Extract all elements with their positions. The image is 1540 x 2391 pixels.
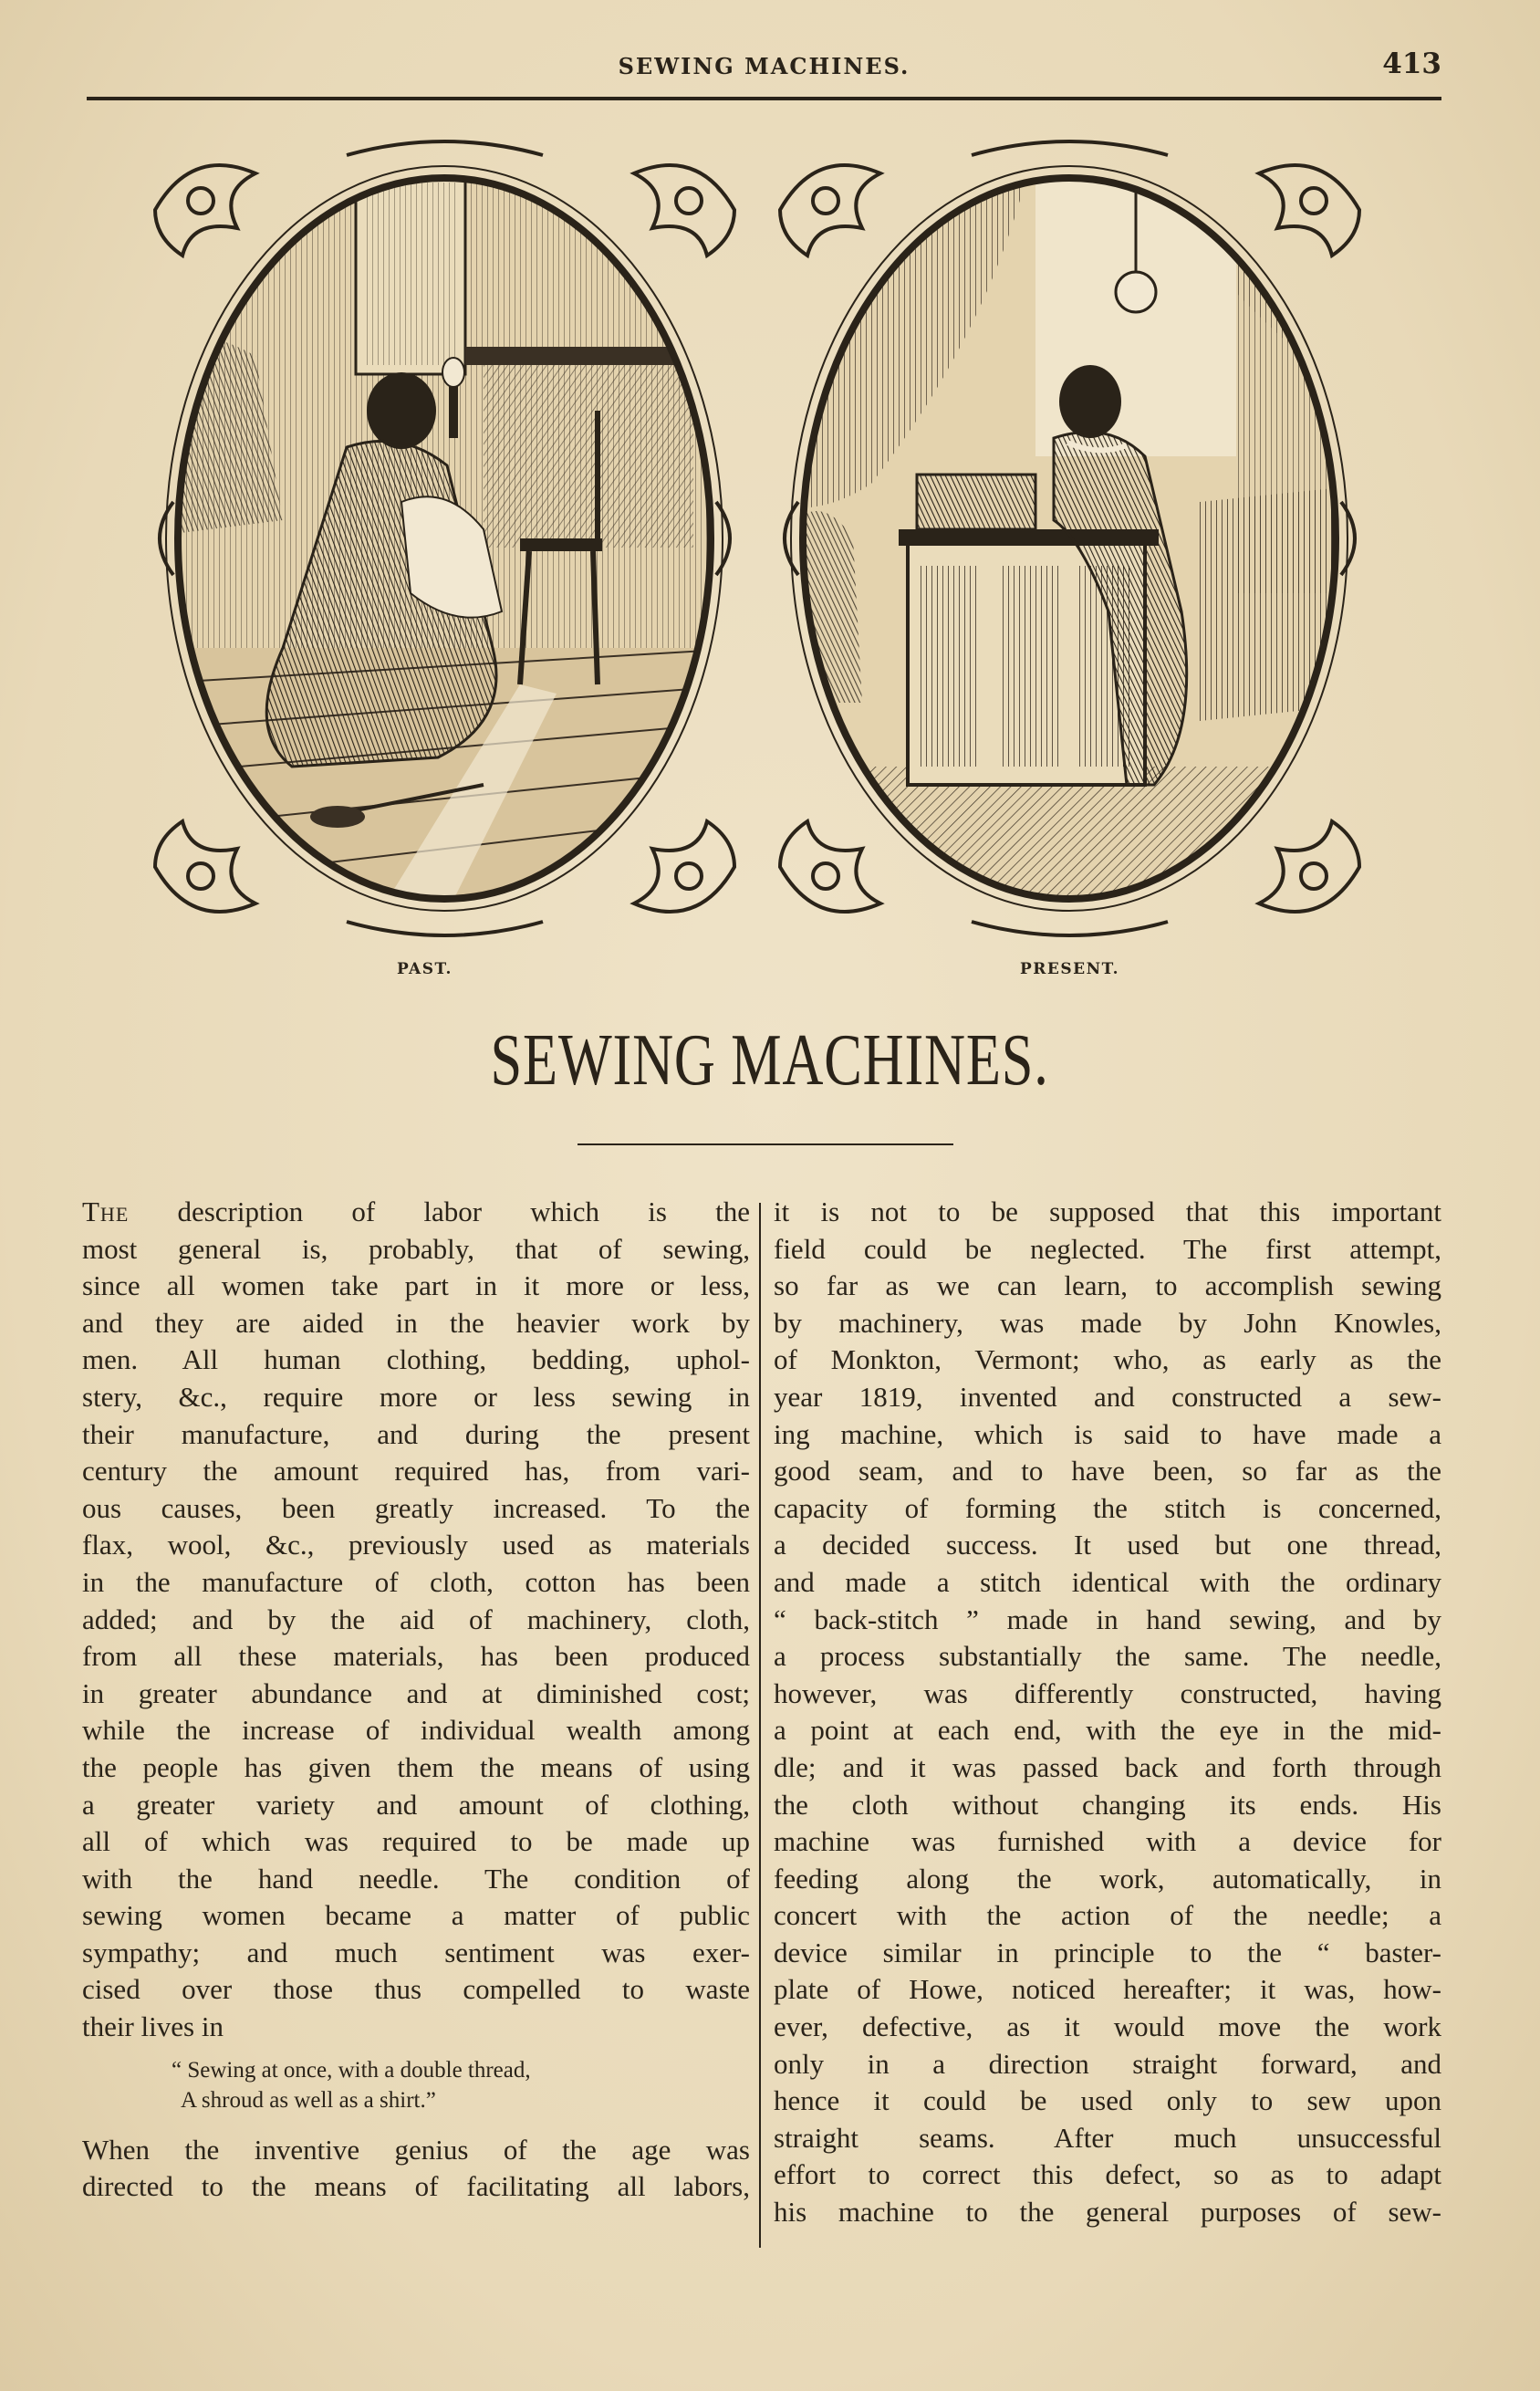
text-line: capacity of forming the stitch is concerned, [774,1491,1441,1524]
text-line [82,1194,750,1231]
text-line: dle; and it was passed back and forth through [774,1750,1441,1783]
text-line: ing machine, which is said to have made a [774,1417,1441,1450]
text-line: most general is, probably, that of sewing, [82,1232,750,1265]
text-line: sympathy; and much sentiment was exer- [82,1936,750,1968]
running-head [87,47,1441,84]
text-line: however, was differently constructed, having [774,1676,1441,1709]
text-line: the cloth without changing its ends. His [774,1788,1441,1821]
article-title: SEWING MACHINES. [490,1020,1049,1101]
present-caption: PRESENT. [1020,960,1120,978]
text-line: his machine to the general purposes of sew- [774,2196,1441,2229]
text-line: hence it could be used only to sew upon [774,2084,1441,2117]
text-line: their manufacture, and during the present [82,1417,750,1450]
text-line: year 1819, invented and constructed a sew- [774,1380,1441,1413]
column-divider [759,1203,761,2248]
text-line: only in a direction straight forward, and [774,2047,1441,2080]
verse-quote [172,2055,750,2115]
text-line: straight seams. After much unsuccessful [774,2121,1441,2154]
text-line: ever, defective, as it would move the work [774,2010,1441,2043]
text-line: effort to correct this defect, so as to adapt [774,2158,1441,2191]
quote-line: A shroud as well as a shirt.” [181,2087,436,2113]
past-caption: PAST. [397,960,453,978]
header-rule [87,97,1441,100]
page-number: 413 [1382,47,1441,80]
running-head-title: SEWING MACHINES. [618,53,910,79]
text-line: flax, wool, &c., previously used as materials [82,1529,750,1561]
text-line: since all women take part in it more or less, [82,1269,750,1302]
text-line: directed to the means of facilitating all labors, [82,2170,750,2203]
text-line: concert with the action of the needle; a [774,1899,1441,1932]
text-line: a greater variety and amount of clothing, [82,1788,750,1821]
text-line: added; and by the aid of machinery, cloth, [82,1603,750,1635]
text-line: a process substantially the same. The needle, [774,1640,1441,1673]
text-line: by machinery, was made by John Knowles, [774,1306,1441,1339]
text-line: while the increase of individual wealth among [82,1714,750,1747]
text-line: century the amount required has, from vari- [82,1455,750,1488]
text-line: plate of Howe, noticed hereafter; it was, how- [774,1973,1441,2006]
text-line: all of which was required to be made up [82,1825,750,1858]
text-line: stery, &c., require more or less sewing in [82,1380,750,1413]
left-column [82,1194,750,2206]
present-engraving [762,137,1378,940]
text-line: and made a stitch identical with the ordinary [774,1565,1441,1598]
text-line: so far as we can learn, to accomplish sewing [774,1269,1441,1302]
text-line: good seam, and to have been, so far as the [774,1455,1441,1488]
text-line: a decided success. It used but one thread, [774,1529,1441,1561]
text-line: men. All human clothing, bedding, uphol- [82,1343,750,1376]
quote-line: “ Sewing at once, with a double thread, [172,2057,531,2083]
text-line: a point at each end, with the eye in the mid- [774,1714,1441,1747]
right-column [774,1194,1441,2231]
text-line-rest: description of labor which is the [129,1196,750,1227]
text-line: of Monkton, Vermont; who, as early as the [774,1343,1441,1376]
after-quote-paragraph [82,2132,750,2206]
text-line: from all these materials, has been produced [82,1640,750,1673]
past-engraving [137,137,753,940]
text-line: in greater abundance and at diminished cost; [82,1676,750,1709]
text-line: machine was furnished with a device for [774,1825,1441,1858]
text-line: cised over those thus compelled to waste [82,1973,750,2006]
text-line: field could be neglected. The first attempt, [774,1232,1441,1265]
title-rule [578,1143,953,1145]
drop-word: The [82,1196,130,1227]
text-line: device similar in principle to the “ baster- [774,1936,1441,1968]
text-line: When the inventive genius of the age was [82,2133,750,2166]
text-line: their lives in [82,2010,224,2043]
text-line: it is not to be supposed that this important [774,1196,1441,1227]
text-line: ous causes, been greatly increased. To the [82,1491,750,1524]
text-line: in the manufacture of cloth, cotton has been [82,1565,750,1598]
text-line: sewing women became a matter of public [82,1899,750,1932]
text-line: “ back-stitch ” made in hand sewing, and by [774,1603,1441,1635]
text-line: with the hand needle. The condition of [82,1862,750,1895]
text-line: and they are aided in the heavier work by [82,1306,750,1339]
text-line: feeding along the work, automatically, in [774,1862,1441,1895]
text-line: the people has given them the means of using [82,1750,750,1783]
